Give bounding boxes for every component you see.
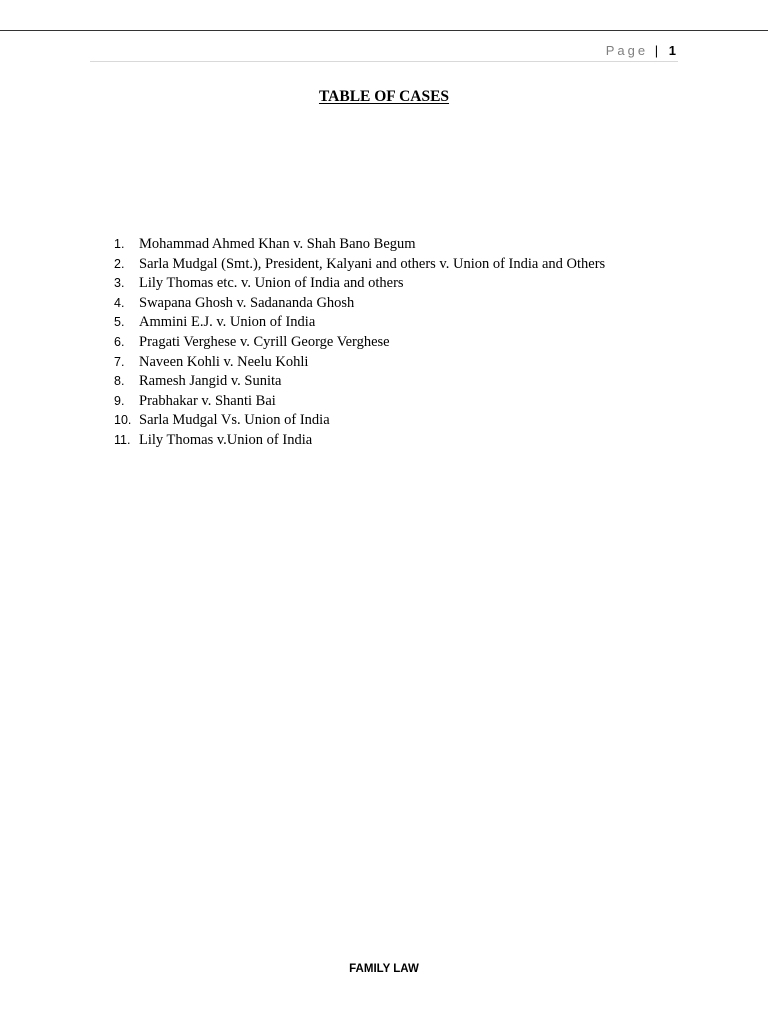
case-name: Lily Thomas v.Union of India [139, 431, 313, 448]
top-border-rule [0, 30, 768, 31]
case-name: Lily Thomas etc. v. Union of India and others [139, 275, 404, 292]
case-name: Naveen Kohli v. Neelu Kohli [139, 353, 309, 370]
case-name: Ramesh Jangid v. Sunita [139, 373, 282, 390]
case-number: 3. [114, 276, 125, 291]
case-item [114, 295, 605, 315]
case-item [114, 334, 605, 354]
case-name: Ammini E.J. v. Union of India [139, 314, 316, 331]
case-number: 2. [114, 256, 125, 271]
case-name: Swapana Ghosh v. Sadananda Ghosh [139, 294, 355, 311]
case-number: 5. [114, 315, 125, 330]
case-item [114, 354, 605, 374]
case-item [114, 393, 605, 413]
case-item [114, 412, 605, 432]
case-number: 9. [114, 393, 125, 408]
document-title: TABLE OF CASES [318, 88, 450, 105]
case-item [114, 256, 605, 276]
case-item [114, 236, 605, 256]
case-number: 4. [114, 295, 125, 310]
case-name: Prabhakar v. Shanti Bai [139, 392, 276, 409]
case-number: 6. [114, 334, 125, 349]
case-item [114, 373, 605, 393]
case-name: Pragati Verghese v. Cyrill George Verghese [139, 333, 390, 350]
case-number: 7. [114, 354, 125, 369]
page-header [606, 43, 676, 58]
page-footer: FAMILY LAW [349, 963, 419, 975]
case-number: 1. [114, 237, 125, 251]
page-number: 1 [668, 43, 676, 58]
case-number: 8. [114, 374, 125, 389]
case-name: Sarla Mudgal (Smt.), President, Kalyani and others v. Union of India and Others [139, 255, 606, 272]
case-name: Mohammad Ahmed Khan v. Shah Bano Begum [139, 236, 416, 252]
page-label: Page [605, 43, 649, 58]
case-list [114, 236, 605, 452]
case-item [114, 275, 605, 295]
header-rule [90, 61, 678, 62]
case-item [114, 314, 605, 334]
case-name: Sarla Mudgal Vs. Union of India [139, 412, 330, 429]
case-number: 10. [114, 413, 132, 428]
page-separator: | [654, 43, 659, 58]
case-item [114, 432, 605, 452]
case-number: 11. [114, 432, 131, 447]
